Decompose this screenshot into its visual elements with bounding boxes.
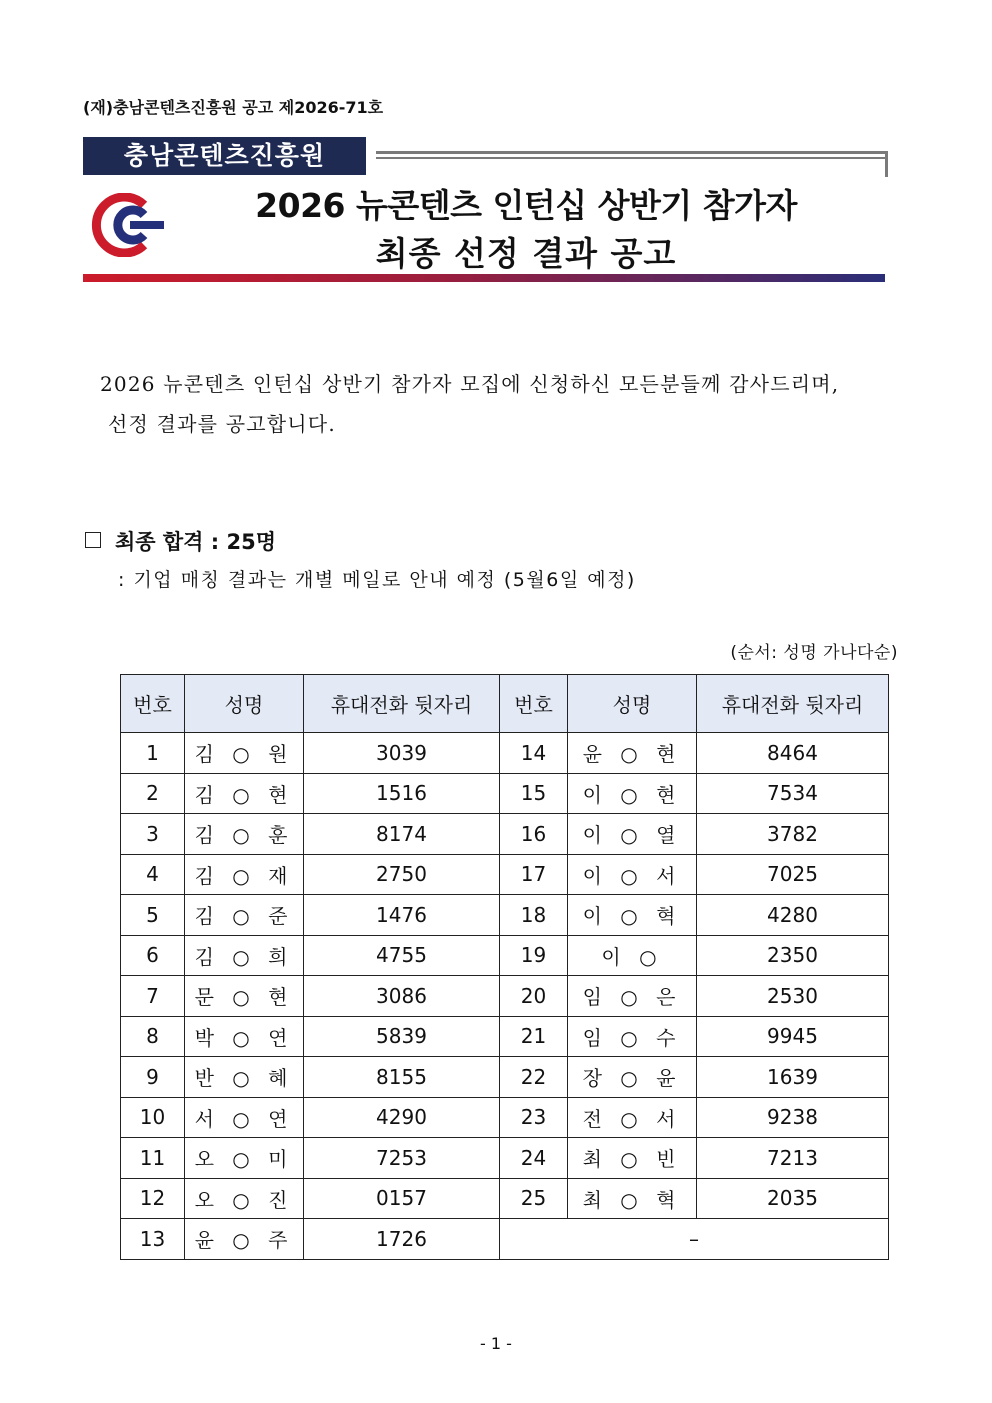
cell-name: 이 ○ <box>568 935 697 976</box>
cell-phone: 8174 <box>304 814 500 855</box>
cell-number: 18 <box>500 895 568 936</box>
cell-number: 17 <box>500 854 568 895</box>
cell-name: 윤 ○ 현 <box>568 733 697 774</box>
cell-phone: 7534 <box>697 773 889 814</box>
section-heading <box>85 526 276 556</box>
cell-number: 13 <box>121 1219 185 1260</box>
cell-phone: 1476 <box>304 895 500 936</box>
table-row <box>121 976 889 1017</box>
cell-number: 5 <box>121 895 185 936</box>
header-phone: 휴대전화 뒷자리 <box>304 675 500 733</box>
organization-logo-icon <box>86 193 166 257</box>
cell-name: 문 ○ 현 <box>185 976 304 1017</box>
cell-number: 7 <box>121 976 185 1017</box>
table-row <box>121 854 889 895</box>
document-title-line-1: 2026 뉴콘텐츠 인턴십 상반기 참가자 <box>255 186 797 225</box>
cell-number: 2 <box>121 773 185 814</box>
section-heading-text: 최종 합격 : 25명 <box>115 530 276 554</box>
cell-name: 김 ○ 원 <box>185 733 304 774</box>
cell-phone: 4755 <box>304 935 500 976</box>
cell-number: 4 <box>121 854 185 895</box>
cell-name: 서 ○ 연 <box>185 1097 304 1138</box>
cell-number: 10 <box>121 1097 185 1138</box>
cell-phone: 3039 <box>304 733 500 774</box>
header-number: 번호 <box>121 675 185 733</box>
cell-number: 20 <box>500 976 568 1017</box>
cell-name: 오 ○ 미 <box>185 1138 304 1179</box>
cell-number: 22 <box>500 1057 568 1098</box>
cell-number: 11 <box>121 1138 185 1179</box>
cell-name: 반 ○ 혜 <box>185 1057 304 1098</box>
cell-phone: 2035 <box>697 1178 889 1219</box>
cell-number: 25 <box>500 1178 568 1219</box>
cell-number: 8 <box>121 1016 185 1057</box>
cell-name: 김 ○ 희 <box>185 935 304 976</box>
cell-number: 3 <box>121 814 185 855</box>
cell-number: 15 <box>500 773 568 814</box>
cell-name: 박 ○ 연 <box>185 1016 304 1057</box>
cell-phone: 4290 <box>304 1097 500 1138</box>
cell-name: 최 ○ 빈 <box>568 1138 697 1179</box>
cell-phone: 2350 <box>697 935 889 976</box>
order-note: (순서: 성명 가나다순) <box>730 643 898 663</box>
cell-name: 김 ○ 준 <box>185 895 304 936</box>
document-title-line-2: 최종 선정 결과 공고 <box>375 234 677 273</box>
cell-phone: 8464 <box>697 733 889 774</box>
table-row <box>121 1178 889 1219</box>
header-name: 성명 <box>568 675 697 733</box>
intro-text-line-2: 선정 결과를 공고합니다. <box>108 412 336 436</box>
cell-number: 19 <box>500 935 568 976</box>
cell-number: 14 <box>500 733 568 774</box>
cell-phone: 2530 <box>697 976 889 1017</box>
checkbox-square-icon <box>85 532 101 548</box>
cell-name: 이 ○ 혁 <box>568 895 697 936</box>
cell-phone: 0157 <box>304 1178 500 1219</box>
cell-name: 임 ○ 은 <box>568 976 697 1017</box>
cell-phone: 3086 <box>304 976 500 1017</box>
cell-name: 김 ○ 재 <box>185 854 304 895</box>
header-phone: 휴대전화 뒷자리 <box>697 675 889 733</box>
cell-name: 오 ○ 진 <box>185 1178 304 1219</box>
cell-phone: 9238 <box>697 1097 889 1138</box>
header-number: 번호 <box>500 675 568 733</box>
table-row <box>121 1057 889 1098</box>
cell-name: 김 ○ 훈 <box>185 814 304 855</box>
header-rule-end <box>885 151 888 177</box>
cell-number: 12 <box>121 1178 185 1219</box>
cell-phone: 4280 <box>697 895 889 936</box>
cell-number: 16 <box>500 814 568 855</box>
cell-phone: 5839 <box>304 1016 500 1057</box>
table-header-row <box>121 675 889 733</box>
intro-text-line-1: 2026 뉴콘텐츠 인턴십 상반기 참가자 모집에 신청하신 모든분들께 감사드리며, <box>100 372 840 396</box>
cell-phone: 7253 <box>304 1138 500 1179</box>
cell-phone: 7213 <box>697 1138 889 1179</box>
header-rule <box>376 151 888 154</box>
table-row <box>121 895 889 936</box>
table-row <box>121 1138 889 1179</box>
cell-number: 21 <box>500 1016 568 1057</box>
table-row <box>121 773 889 814</box>
cell-number: 23 <box>500 1097 568 1138</box>
empty-cell-placeholder: – <box>500 1219 889 1260</box>
cell-name: 최 ○ 혁 <box>568 1178 697 1219</box>
table-row <box>121 1016 889 1057</box>
cell-name: 임 ○ 수 <box>568 1016 697 1057</box>
table-row <box>121 1219 889 1260</box>
header-name: 성명 <box>185 675 304 733</box>
cell-name: 윤 ○ 주 <box>185 1219 304 1260</box>
cell-name: 이 ○ 서 <box>568 854 697 895</box>
notice-number: (재)충남콘텐츠진흥원 공고 제2026-71호 <box>83 98 384 117</box>
matching-note: : 기업 매칭 결과는 개별 메일로 안내 예정 (5월6일 예정) <box>118 569 636 591</box>
table-row <box>121 814 889 855</box>
cell-phone: 9945 <box>697 1016 889 1057</box>
cell-phone: 2750 <box>304 854 500 895</box>
cell-number: 1 <box>121 733 185 774</box>
table-row <box>121 935 889 976</box>
result-table <box>120 674 889 1260</box>
cell-phone: 1639 <box>697 1057 889 1098</box>
cell-name: 이 ○ 열 <box>568 814 697 855</box>
cell-name: 김 ○ 현 <box>185 773 304 814</box>
header-rule-secondary <box>376 157 888 159</box>
title-underline-bar <box>83 274 885 282</box>
cell-phone: 1726 <box>304 1219 500 1260</box>
cell-phone: 1516 <box>304 773 500 814</box>
organization-banner: 충남콘텐츠진흥원 <box>83 137 366 175</box>
cell-name: 이 ○ 현 <box>568 773 697 814</box>
cell-number: 6 <box>121 935 185 976</box>
table-row <box>121 1097 889 1138</box>
cell-number: 24 <box>500 1138 568 1179</box>
cell-name: 전 ○ 서 <box>568 1097 697 1138</box>
table-row <box>121 733 889 774</box>
cell-number: 9 <box>121 1057 185 1098</box>
page-number: - 1 - <box>480 1334 512 1353</box>
cell-phone: 7025 <box>697 854 889 895</box>
cell-name: 장 ○ 윤 <box>568 1057 697 1098</box>
cell-phone: 3782 <box>697 814 889 855</box>
cell-phone: 8155 <box>304 1057 500 1098</box>
